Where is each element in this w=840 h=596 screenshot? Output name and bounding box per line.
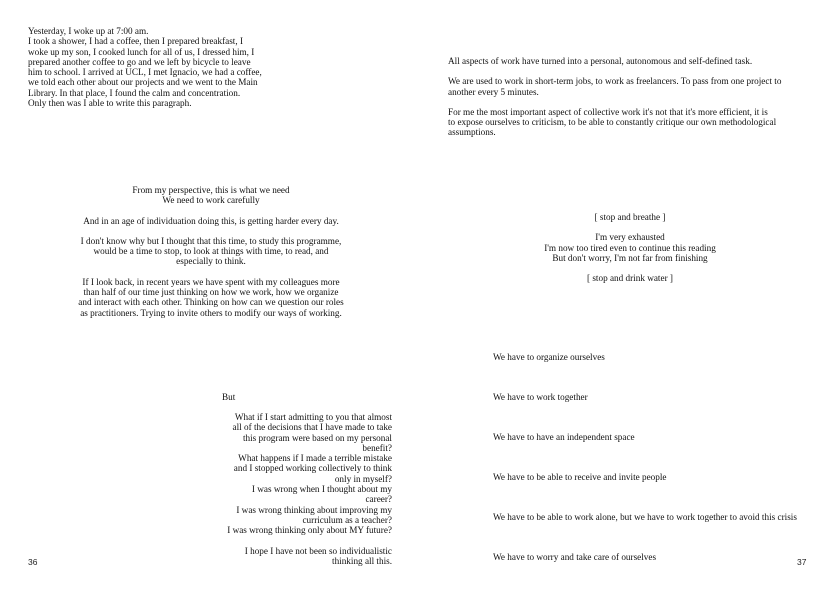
list-item: We have to have an independent space (493, 431, 635, 442)
text-line: him to school. I arrived at UCL, I met Ignacio, we had a coffee, (28, 67, 262, 78)
list-item: We have to work together (493, 391, 588, 402)
text-line: woke up my son, I cooked lunch for all of us, I dressed him, I (28, 46, 255, 57)
text-line: assumptions. (448, 127, 496, 138)
page-number-right: 37 (797, 557, 807, 567)
list-item: We have to worry and take care of ourselves (493, 551, 657, 562)
text-line: to expose ourselves to criticism, to be able to constantly critique our own methodological (448, 117, 777, 128)
list-item: We have to be able to receive and invite people (493, 471, 667, 482)
questions-block (200, 412, 392, 566)
text-line: and interact with each other. Thinking on how can we question our roles (78, 297, 344, 308)
text-line: We need to work carefully (162, 195, 260, 206)
text-line: What happens if I made a terrible mistake (238, 453, 392, 464)
morning-routine-paragraph (28, 26, 278, 108)
text-line: than half of our time just thinking on how we work, how we organize (83, 287, 339, 298)
text-line: Yesterday, I woke up at 7:00 am. (28, 26, 149, 36)
but-label: But (222, 392, 236, 402)
text-line: I was wrong when I thought about my (251, 484, 392, 495)
text-line: I hope I have not been so individualistic (244, 545, 392, 556)
text-line: career? (365, 494, 392, 505)
text-line: We are used to work in short-term jobs, to work as freelancers. To pass from one project to (448, 76, 782, 87)
page-number-left: 36 (28, 557, 38, 567)
text-line: and I stopped working collectively to think (233, 463, 392, 474)
text-line: benefit? (362, 442, 392, 453)
text-line: I was wrong thinking about improving my (236, 504, 392, 515)
text-line: For me the most important aspect of collective work it's not that it's more efficient, it is (448, 106, 768, 117)
work-reflection-block (448, 56, 828, 138)
text-line: thinking all this. (332, 555, 392, 566)
pause-block (525, 212, 735, 283)
text-line: would be a time to stop, to look at things with time, to read, and (93, 246, 329, 257)
text-line: curriculum as a teacher? (302, 514, 392, 525)
perspective-block (66, 185, 356, 318)
text-line: Library. In that place, I found the calm and concentration. (28, 87, 241, 98)
text-line: prepared another coffee to go and we left by bicycle to leave (28, 56, 251, 67)
text-line: another every 5 minutes. (448, 86, 539, 97)
text-line: If I look back, in recent years we have spent with my colleagues more (82, 276, 340, 287)
stage-direction: [ stop and drink water ] (587, 273, 673, 284)
list-item: We have to be able to work alone, but we have to work together to avoid this crisis (493, 511, 797, 522)
text-line: we told each other about our projects and we went to the Main (28, 77, 258, 88)
text-line: especially to think. (176, 256, 246, 267)
text-line: I'm very exhausted (595, 232, 665, 243)
text-line: Only then was I able to write this paragraph. (28, 98, 192, 109)
declarations-list (493, 352, 833, 592)
text-line: only in myself? (334, 473, 392, 484)
text-line: I took a shower, I had a coffee, then I prepared breakfast, I (28, 36, 244, 47)
stage-direction: [ stop and breathe ] (594, 212, 666, 222)
text-line: I'm now too tired even to continue this reading (544, 242, 716, 253)
list-item: We have to organize ourselves (493, 352, 605, 362)
text-line: What if I start admitting to you that almost (234, 412, 392, 422)
text-line: as practitioners. Trying to invite others to modify our ways of working. (80, 307, 342, 318)
text-line: All aspects of work have turned into a personal, autonomous and self-defined task. (448, 56, 753, 66)
text-line: And in an age of individuation doing this, is getting harder every day. (83, 215, 339, 226)
text-line: this program were based on my personal (242, 432, 392, 443)
text-line: From my perspective, this is what we need (132, 185, 290, 195)
text-line: But don't worry, I'm not far from finishing (552, 252, 708, 263)
text-line: I don't know why but I thought that this time, to study this programme, (80, 235, 342, 246)
text-line: all of the decisions that I have made to take (232, 422, 392, 433)
text-line: I was wrong thinking only about MY future? (227, 525, 392, 536)
